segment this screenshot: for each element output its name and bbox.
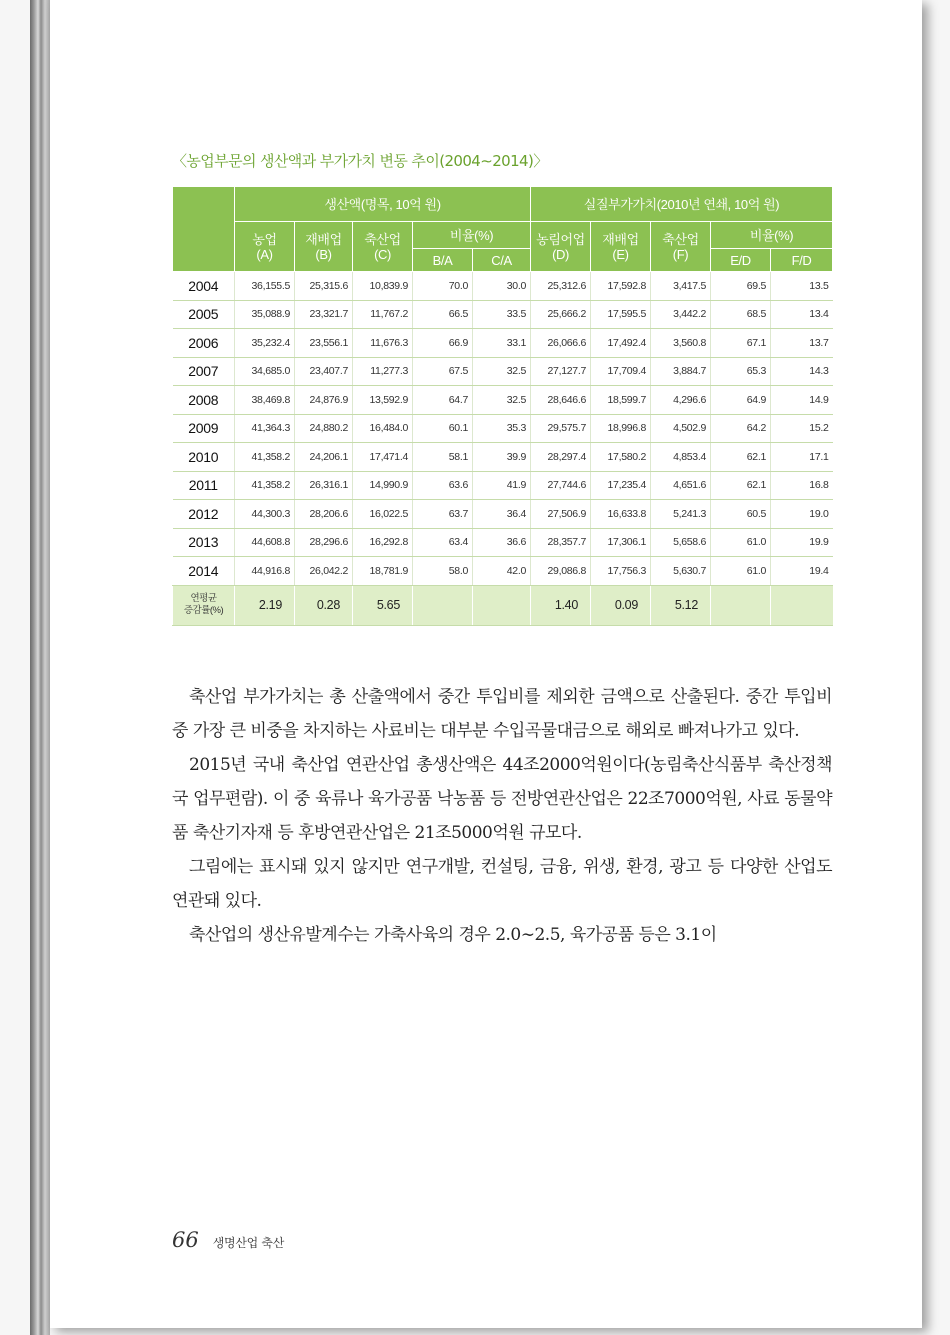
table-cell: 29,575.7 — [531, 414, 591, 443]
table-row — [173, 528, 833, 557]
table-caption: 〈농업부문의 생산액과 부가가치 변동 추이(2004∼2014)〉 — [172, 152, 548, 170]
table-cell: 61.0 — [711, 528, 771, 557]
year-cell: 2007 — [173, 357, 235, 386]
table-cell: 25,666.2 — [531, 300, 591, 329]
table-cell: 63.4 — [413, 528, 473, 557]
table-row — [173, 414, 833, 443]
table-cell: 0.28 — [295, 585, 353, 625]
paragraph: 그림에는 표시돼 있지 않지만 연구개발, 컨설팅, 금융, 위생, 환경, 광고 등 다양한 산업도 연관돼 있다. — [172, 857, 832, 911]
table-cell: 26,316.1 — [295, 471, 353, 500]
table-cell: 66.5 — [413, 300, 473, 329]
table-cell: 5,658.6 — [651, 528, 711, 557]
table-row — [173, 272, 833, 301]
table-cell: 5,630.7 — [651, 557, 711, 586]
table-cell: 62.1 — [711, 471, 771, 500]
table-row — [173, 443, 833, 472]
table-cell: 67.5 — [413, 357, 473, 386]
page-number: 66 — [172, 1228, 199, 1252]
table-cell: 16,633.8 — [591, 500, 651, 529]
table-cell: 28,297.4 — [531, 443, 591, 472]
table-cell: 25,315.6 — [295, 272, 353, 301]
table-cell: 28,646.6 — [531, 386, 591, 415]
table-cell: 63.7 — [413, 500, 473, 529]
year-cell: 2012 — [173, 500, 235, 529]
header-ratio: 비율(%) — [413, 222, 531, 249]
table-cell: 60.5 — [711, 500, 771, 529]
table-cell: 24,206.1 — [295, 443, 353, 472]
table-cell: 10,839.9 — [353, 272, 413, 301]
table-row — [173, 300, 833, 329]
table-cell — [711, 585, 771, 625]
table-cell: 39.9 — [473, 443, 531, 472]
table-cell: 41,358.2 — [235, 443, 295, 472]
table-cell: 11,277.3 — [353, 357, 413, 386]
table-cell: 28,206.6 — [295, 500, 353, 529]
table-cell: 13,592.9 — [353, 386, 413, 415]
table-cell: 11,676.3 — [353, 329, 413, 358]
table-cell: 5.65 — [353, 585, 413, 625]
table-cell: 17.1 — [771, 443, 833, 472]
table-cell: 23,321.7 — [295, 300, 353, 329]
header-col-e: 재배업 (E) — [591, 222, 651, 272]
book-spine — [30, 0, 50, 1335]
table-cell — [771, 585, 833, 625]
year-cell: 2005 — [173, 300, 235, 329]
table-cell: 4,296.6 — [651, 386, 711, 415]
header-value-added-group: 실질부가가치(2010년 연쇄, 10억 원) — [531, 187, 833, 222]
table-cell: 35,232.4 — [235, 329, 295, 358]
table-cell: 35,088.9 — [235, 300, 295, 329]
table-cell: 19.9 — [771, 528, 833, 557]
table-cell: 36.6 — [473, 528, 531, 557]
table-cell: 17,595.5 — [591, 300, 651, 329]
table-cell: 69.5 — [711, 272, 771, 301]
table-cell: 1.40 — [531, 585, 591, 625]
table-cell: 17,580.2 — [591, 443, 651, 472]
table-cell: 3,884.7 — [651, 357, 711, 386]
paragraph: 2015년 국내 축산업 연관산업 총생산액은 44조2000억원이다(농림축산식품부 축산정책국 업무편람). 이 중 육류나 육가공품 낙농품 등 전방연관산업은 22조7000억원, 사료 동물약품 축산기자재 등 후방연관산업은 21조5000억원 규모다. — [172, 755, 832, 843]
header-col-b: 재배업 (B) — [295, 222, 353, 272]
table-cell: 18,599.7 — [591, 386, 651, 415]
table-cell: 26,042.2 — [295, 557, 353, 586]
table-cell: 15.2 — [771, 414, 833, 443]
header-ratio-2: 비율(%) — [711, 222, 833, 249]
table-cell: 44,916.8 — [235, 557, 295, 586]
data-table — [172, 186, 833, 626]
table-cell: 17,709.4 — [591, 357, 651, 386]
table-cell: 44,300.3 — [235, 500, 295, 529]
header-col-a: 농업 (A) — [235, 222, 295, 272]
table-row — [173, 357, 833, 386]
year-cell: 2013 — [173, 528, 235, 557]
table-cell: 11,767.2 — [353, 300, 413, 329]
year-cell: 2010 — [173, 443, 235, 472]
table-cell: 23,556.1 — [295, 329, 353, 358]
header-col-f: 축산업 (F) — [651, 222, 711, 272]
table-cell: 5,241.3 — [651, 500, 711, 529]
table-cell: 42.0 — [473, 557, 531, 586]
table-cell: 14,990.9 — [353, 471, 413, 500]
table-cell: 64.2 — [711, 414, 771, 443]
table-cell: 0.09 — [591, 585, 651, 625]
table-cell: 32.5 — [473, 357, 531, 386]
table-cell: 17,471.4 — [353, 443, 413, 472]
year-cell: 2009 — [173, 414, 235, 443]
table-cell: 14.9 — [771, 386, 833, 415]
table-cell: 17,756.3 — [591, 557, 651, 586]
table-cell: 13.4 — [771, 300, 833, 329]
table-cell: 41.9 — [473, 471, 531, 500]
table-cell: 24,880.2 — [295, 414, 353, 443]
header-fd: F/D — [771, 249, 833, 272]
table-cell: 2.19 — [235, 585, 295, 625]
table-cell: 16,484.0 — [353, 414, 413, 443]
table-cell: 23,407.7 — [295, 357, 353, 386]
page-footer — [172, 1228, 284, 1252]
table-cell: 3,442.2 — [651, 300, 711, 329]
table-cell: 61.0 — [711, 557, 771, 586]
table-cell: 18,781.9 — [353, 557, 413, 586]
header-ed: E/D — [711, 249, 771, 272]
header-output-group: 생산액(명목, 10억 원) — [235, 187, 531, 222]
table-cell: 14.3 — [771, 357, 833, 386]
table-cell: 17,235.4 — [591, 471, 651, 500]
table-row — [173, 500, 833, 529]
table-cell: 3,417.5 — [651, 272, 711, 301]
table-cell: 13.7 — [771, 329, 833, 358]
table-cell: 27,506.9 — [531, 500, 591, 529]
table-cell: 66.9 — [413, 329, 473, 358]
year-cell: 2008 — [173, 386, 235, 415]
table-row — [173, 471, 833, 500]
table-cell: 26,066.6 — [531, 329, 591, 358]
table-cell: 28,357.7 — [531, 528, 591, 557]
table-cell: 24,876.9 — [295, 386, 353, 415]
table-cell — [413, 585, 473, 625]
year-cell: 2006 — [173, 329, 235, 358]
table-cell: 65.3 — [711, 357, 771, 386]
table-cell: 35.3 — [473, 414, 531, 443]
year-cell: 2004 — [173, 272, 235, 301]
table-cell: 19.0 — [771, 500, 833, 529]
average-row — [173, 585, 833, 625]
table-cell: 60.1 — [413, 414, 473, 443]
table-cell: 16,022.5 — [353, 500, 413, 529]
table-cell: 18,996.8 — [591, 414, 651, 443]
body-text — [172, 680, 832, 952]
table-cell: 13.5 — [771, 272, 833, 301]
table-cell: 17,492.4 — [591, 329, 651, 358]
table-cell: 63.6 — [413, 471, 473, 500]
table-cell: 70.0 — [413, 272, 473, 301]
table-cell: 33.1 — [473, 329, 531, 358]
table-cell: 4,651.6 — [651, 471, 711, 500]
corner-header — [173, 187, 235, 272]
table-row — [173, 329, 833, 358]
book-title: 생명산업 축산 — [212, 1236, 285, 1250]
header-col-c: 축산업 (C) — [353, 222, 413, 272]
header-ba: B/A — [413, 249, 473, 272]
table-cell: 27,744.6 — [531, 471, 591, 500]
table-row — [173, 386, 833, 415]
header-ca: C/A — [473, 249, 531, 272]
table-cell: 17,592.8 — [591, 272, 651, 301]
table-cell: 68.5 — [711, 300, 771, 329]
table-cell: 32.5 — [473, 386, 531, 415]
year-cell: 2014 — [173, 557, 235, 586]
table-cell: 4,502.9 — [651, 414, 711, 443]
table-cell: 17,306.1 — [591, 528, 651, 557]
average-label-cell: 연평균 증감률(%) — [173, 585, 235, 625]
table-cell: 64.7 — [413, 386, 473, 415]
table-cell: 36.4 — [473, 500, 531, 529]
year-cell: 2011 — [173, 471, 235, 500]
table-row — [173, 557, 833, 586]
table-cell: 3,560.8 — [651, 329, 711, 358]
table-cell: 29,086.8 — [531, 557, 591, 586]
table-cell: 19.4 — [771, 557, 833, 586]
table-cell: 4,853.4 — [651, 443, 711, 472]
table-cell: 44,608.8 — [235, 528, 295, 557]
table-cell: 30.0 — [473, 272, 531, 301]
table-cell: 64.9 — [711, 386, 771, 415]
table-cell: 58.1 — [413, 443, 473, 472]
table-cell — [473, 585, 531, 625]
table-cell: 67.1 — [711, 329, 771, 358]
table-cell: 38,469.8 — [235, 386, 295, 415]
table-cell: 58.0 — [413, 557, 473, 586]
table-cell: 41,364.3 — [235, 414, 295, 443]
paragraph: 축산업 부가가치는 총 산출액에서 중간 투입비를 제외한 금액으로 산출된다. 중간 투입비 중 가장 큰 비중을 차지하는 사료비는 대부분 수입곡물대금으로 해외로 빠져나가고 있다. — [172, 687, 832, 741]
table-body — [173, 272, 833, 626]
paragraph: 축산업의 생산유발계수는 가축사육의 경우 2.0∼2.5, 육가공품 등은 3.1이 — [189, 925, 717, 945]
table-cell: 28,296.6 — [295, 528, 353, 557]
table-cell: 25,312.6 — [531, 272, 591, 301]
table-cell: 5.12 — [651, 585, 711, 625]
table-cell: 33.5 — [473, 300, 531, 329]
table-cell: 36,155.5 — [235, 272, 295, 301]
table-cell: 41,358.2 — [235, 471, 295, 500]
table-cell: 34,685.0 — [235, 357, 295, 386]
table-cell: 27,127.7 — [531, 357, 591, 386]
header-col-d: 농림어업 (D) — [531, 222, 591, 272]
table-cell: 62.1 — [711, 443, 771, 472]
table-cell: 16.8 — [771, 471, 833, 500]
table-cell: 16,292.8 — [353, 528, 413, 557]
